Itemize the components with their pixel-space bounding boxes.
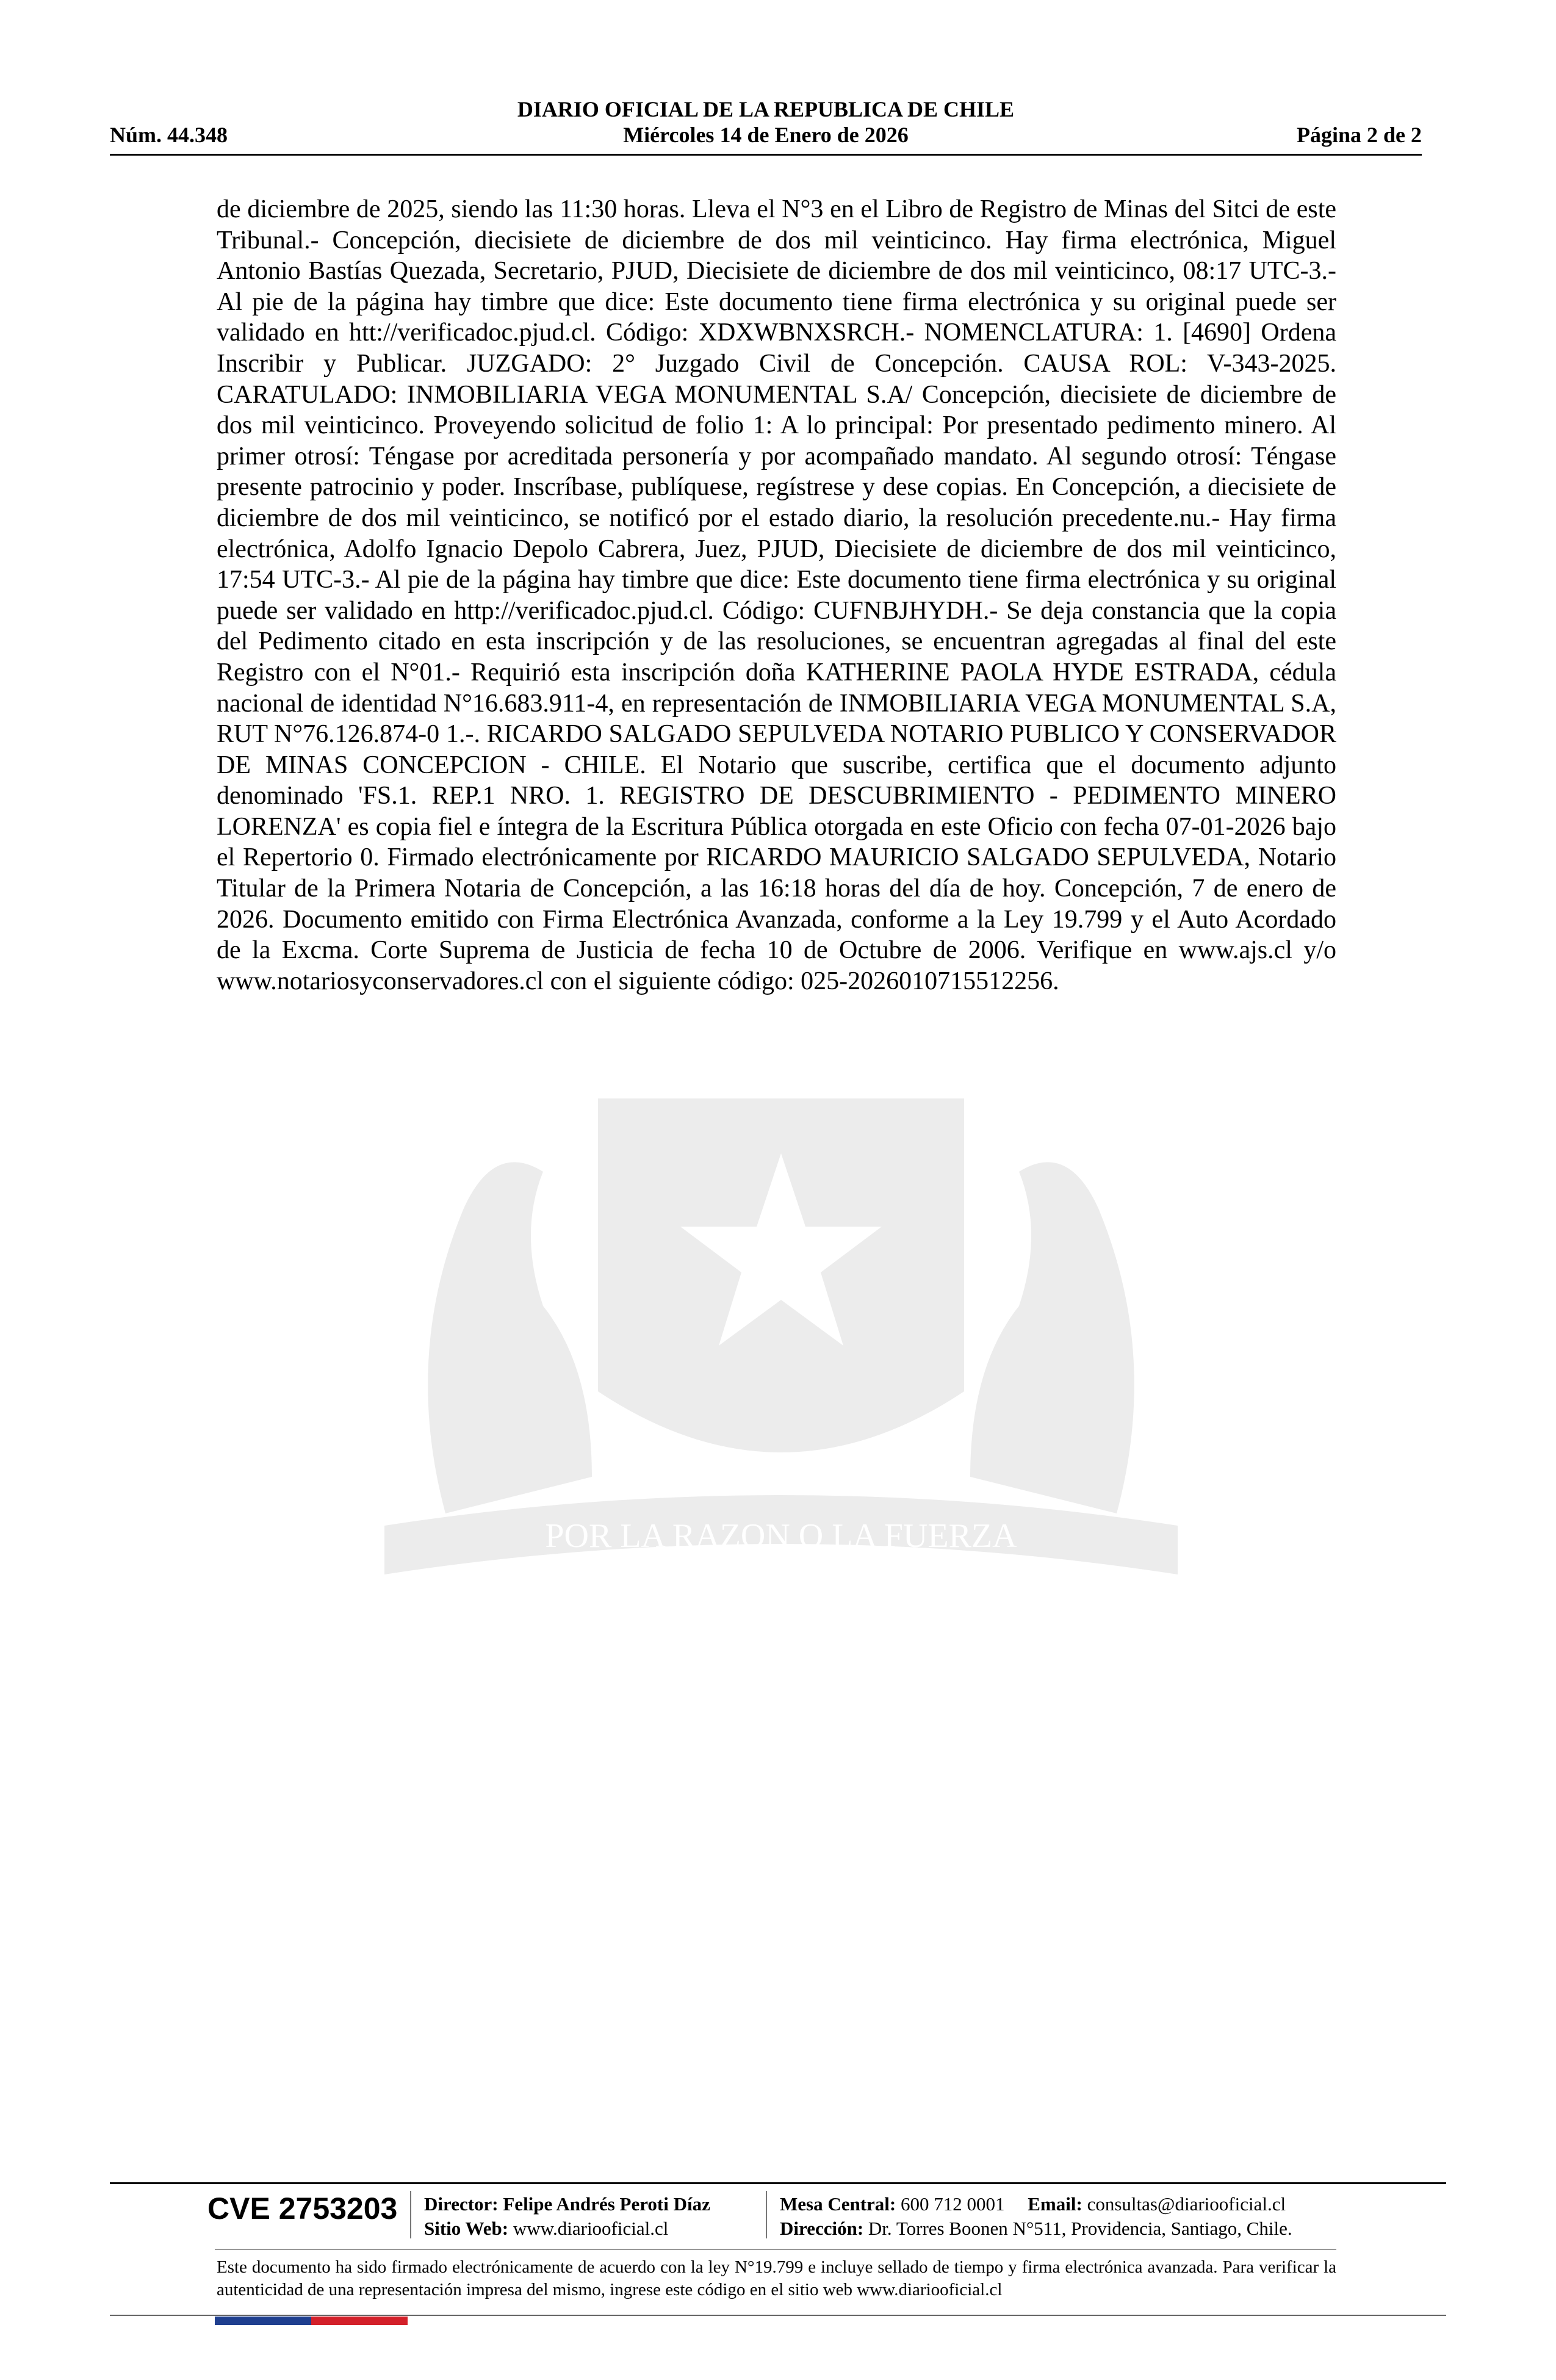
phone-label: Mesa Central: xyxy=(780,2193,896,2215)
huemul-shape xyxy=(428,1162,592,1513)
publication-title: DIARIO OFICIAL DE LA REPUBLICA DE CHILE xyxy=(517,97,1015,121)
footer-divider xyxy=(110,2182,1446,2184)
address-label: Dirección: xyxy=(780,2218,864,2239)
shield-shape xyxy=(598,1098,964,1452)
issue-date: Miércoles 14 de Enero de 2026 xyxy=(623,123,909,147)
condor-shape xyxy=(970,1162,1134,1513)
email-label: Email: xyxy=(1028,2193,1082,2215)
footer-separator xyxy=(766,2191,767,2238)
page-number: Página 2 de 2 xyxy=(1296,123,1422,147)
address-value: Dr. Torres Boonen N°511, Providencia, Santiago, Chile. xyxy=(868,2218,1292,2239)
issue-number: Núm. 44.348 xyxy=(110,123,228,147)
director-label: Director: xyxy=(424,2193,499,2215)
director-line xyxy=(424,2192,710,2216)
website-line xyxy=(424,2216,668,2241)
signature-disclaimer: Este documento ha sido firmado electrónicamente de acuerdo con la ley N°19.799 e incluye sellado de tiempo y firma electrónica avanzada. Para verificar la autenticidad de una representación impresa del mismo, ingrese este código en el sitio web www.diariooficial.cl xyxy=(217,2257,1336,2299)
header-divider xyxy=(110,154,1422,156)
flag-stripe-blue xyxy=(215,2317,311,2325)
scroll-shape xyxy=(384,1495,1178,1574)
flag-stripe-red xyxy=(311,2317,408,2325)
star-shape xyxy=(680,1153,882,1346)
address-line xyxy=(780,2216,1292,2241)
website-link[interactable]: www.diariooficial.cl xyxy=(513,2218,669,2239)
bottom-divider xyxy=(110,2315,1446,2316)
cve-code: CVE 2753203 xyxy=(207,2191,398,2226)
inscription-text: de diciembre de 2025, siendo las 11:30 horas. Lleva el N°3 en el Libro de Registro de Minas del Sitci de este Tribunal.- Concepción, diecisiete de diciembre de dos mil veinticinco. Hay firma electrónica, Miguel Antonio Bastías Quezada, Secretario, PJUD, Diecisiete de diciembre de dos mil veinticinco, 08:17 UTC-3.- Al pie de la página hay timbre que dice: Este documento tiene firma electrónica y su original puede ser validado en htt://verificadoc.pjud.cl. Código: XDXWBNXSRCH.- NOMENCLATURA: 1. [4690] Ordena Inscribir y Publicar. JUZGADO: 2° Juzgado Civil de Concepción. CAUSA ROL: V-343-2025. CARATULADO: INMOBILIARIA VEGA MONUMENTAL S.A/ Concepción, diecisiete de diciembre de dos mil veinticinco. Proveyendo solicitud de folio 1: A lo principal: Por presentado pedimento minero. Al primer otrosí: Téngase por acreditada personería y por acompañado mandato. Al segundo otrosí: Téngase presente patrocinio y poder. Inscríbase, publíquese, regístrese y dese copias. En Concepción, a diecisiete de diciembre de dos mil veinticinco, se notificó por el estado diario, la resolución precedente.nu.- Hay firma electrónica, Adolfo Ignacio Depolo Cabrera, Juez, PJUD, Diecisiete de diciembre de dos mil veinticinco, 17:54 UTC-3.- Al pie de la página hay timbre que dice: Este documento tiene firma electrónica y su original puede ser validado en http://verificadoc.pjud.cl. Código: CUFNBJHYDH.- Se deja constancia que la copia del Pedimento citado en esta inscripción y de las resoluciones, se encuentran agregadas al final del este Registro con el N°01.- Requirió esta inscripción doña KATHERINE PAOLA HYDE ESTRADA, cédula nacional de identidad N°16.683.911-4, en representación de INMOBILIARIA VEGA MONUMENTAL S.A, RUT N°76.126.874-0 1.-. RICARDO SALGADO SEPULVEDA NOTARIO PUBLICO Y CONSERVADOR DE MINAS CONCEPCION - CHILE. El Notario que suscribe, certifica que el documento adjunto denominado 'FS.1. REP.1 NRO. 1. REGISTRO DE DESCUBRIMIENTO - PEDIMENTO MINERO LORENZA' es copia fiel e íntegra de la Escritura Pública otorgada en este Oficio con fecha 07-01-2026 bajo el Repertorio 0. Firmado electrónicamente por RICARDO MAURICIO SALGADO SEPULVEDA, Notario Titular de la Primera Notaria de Concepción, a las 16:18 horas del día de hoy. Concepción, 7 de enero de 2026. Documento emitido con Firma Electrónica Avanzada, conforme a la Ley 19.799 y el Auto Acordado de la Excma. Corte Suprema de Justicia de fecha 10 de Octubre de 2006. Verifique en www.ajs.cl y/o www.notariosyconservadores.cl con el siguiente código: 025-2026010715512256. xyxy=(217,195,1336,995)
contact-line xyxy=(780,2192,1286,2216)
director-name: Felipe Andrés Peroti Díaz xyxy=(503,2193,710,2215)
motto-text: POR LA RAZON O LA FUERZA xyxy=(545,1517,1017,1555)
email-link[interactable]: consultas@diariooficial.cl xyxy=(1087,2193,1286,2215)
footer-inner-divider xyxy=(215,2249,1336,2250)
footer-separator xyxy=(410,2191,411,2238)
coat-of-arms-watermark xyxy=(201,1050,1361,1629)
phone-value: 600 712 0001 xyxy=(901,2193,1005,2215)
page-header xyxy=(110,92,1422,153)
website-label: Sitio Web: xyxy=(424,2218,509,2239)
